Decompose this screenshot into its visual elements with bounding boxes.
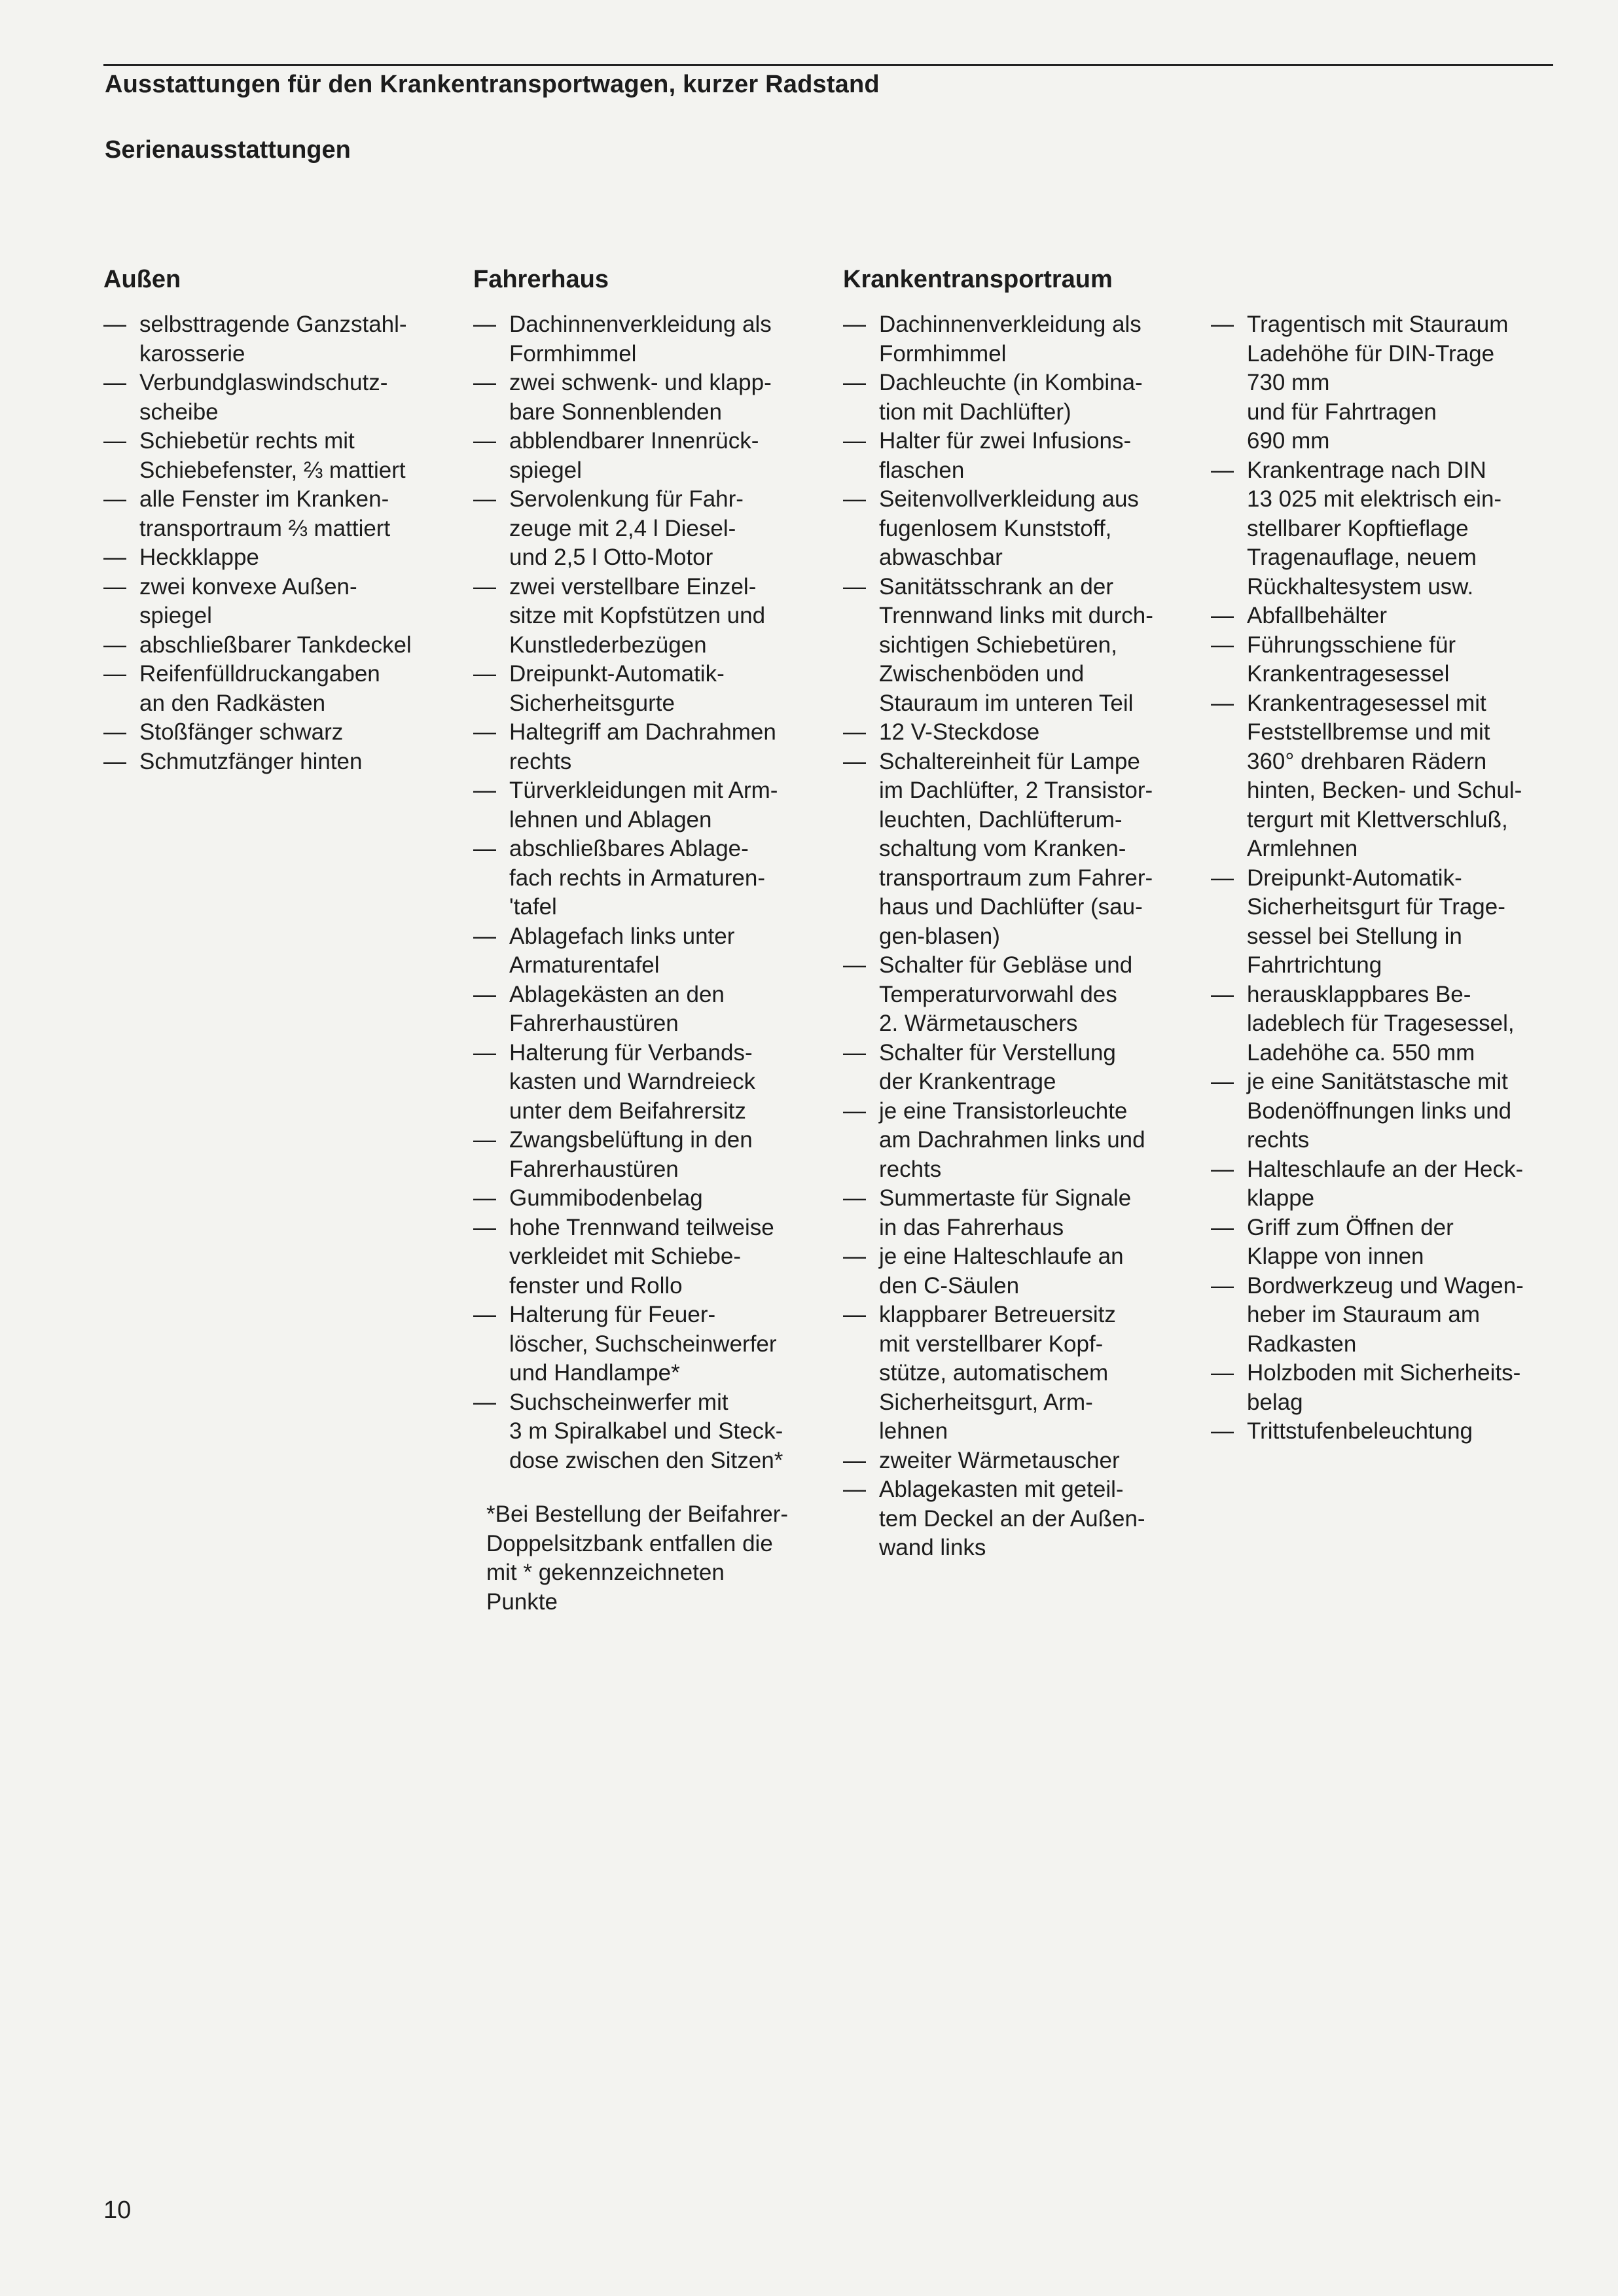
list-item: — Halterung für Verbands- kasten und Warndreieck unter dem Beifahrersitz <box>473 1039 830 1126</box>
list-item: — Schiebetür rechts mit Schiebefenster, ⅔ mattiert <box>103 427 444 485</box>
page-number: 10 <box>103 2197 132 2224</box>
list-item: — abblendbarer Innenrück- spiegel <box>473 427 830 485</box>
list-item: — Reifenfülldruckangaben an den Radkästen <box>103 660 444 718</box>
column-krankentransportraum <box>843 263 1200 1563</box>
list-item: — Türverkleidungen mit Arm- lehnen und Ablagen <box>473 776 830 834</box>
list-aussen <box>103 310 444 776</box>
column-fahrerhaus <box>473 263 830 1617</box>
page-title: Ausstattungen für den Krankentransportwagen, kurzer Radstand <box>105 71 880 98</box>
list-item: — Krankentrage nach DIN 13 025 mit elektrisch ein- stellbarer Kopftieflage Tragenauflage, neuem Rückhaltesystem usw. <box>1211 456 1577 602</box>
list-item: — Krankentragesessel mit Feststellbremse und mit 360° drehbaren Rädern hinten, Becken- und Schul- tergurt mit Klettverschluß, Armlehnen <box>1211 689 1577 864</box>
list-item: — Dreipunkt-Automatik- Sicherheitsgurt für Trage- sessel bei Stellung in Fahrtrichtung <box>1211 864 1577 980</box>
list-item: — Schalter für Verstellung der Krankentrage <box>843 1039 1200 1097</box>
list-item: — selbsttragende Ganzstahl- karosserie <box>103 310 444 368</box>
list-item: — Bordwerkzeug und Wagen- heber im Stauraum am Radkasten <box>1211 1272 1577 1359</box>
list-item: — Gummibodenbelag <box>473 1184 830 1213</box>
list-item: — Seitenvollverkleidung aus fugenlosem Kunststoff, abwaschbar <box>843 485 1200 573</box>
list-item: — Dachinnenverkleidung als Formhimmel <box>843 310 1200 368</box>
list-item: — Summertaste für Signale in das Fahrerhaus <box>843 1184 1200 1242</box>
list-item: — zwei verstellbare Einzel- sitze mit Kopfstützen und Kunstlederbezügen <box>473 573 830 660</box>
list-item: — Dreipunkt-Automatik- Sicherheitsgurte <box>473 660 830 718</box>
list-item: — Ablagekästen an den Fahrerhaustüren <box>473 980 830 1039</box>
list-item: — Halterung für Feuer- löscher, Suchscheinwerfer und Handlampe* <box>473 1300 830 1388</box>
section-subtitle: Serienausstattungen <box>105 136 351 164</box>
list-item: — Tragentisch mit Stauraum Ladehöhe für DIN-Trage 730 mm und für Fahrtragen 690 mm <box>1211 310 1577 456</box>
list-item: — zwei schwenk- und klapp- bare Sonnenblenden <box>473 368 830 427</box>
header-rule <box>103 64 1553 66</box>
list-item: — Griff zum Öffnen der Klappe von innen <box>1211 1213 1577 1272</box>
list-item: — zwei konvexe Außen- spiegel <box>103 573 444 631</box>
list-item: — Stoßfänger schwarz <box>103 718 444 747</box>
list-item: — Ablagefach links unter Armaturentafel <box>473 922 830 980</box>
list-item: — Suchscheinwerfer mit 3 m Spiralkabel und Steck- dose zwischen den Sitzen* <box>473 1388 830 1476</box>
list-item: — Schaltereinheit für Lampe im Dachlüfter, 2 Transistor- leuchten, Dachlüfterum- schaltung vom Kranken- transportraum zum Fahrer- haus und Dachlüfter (sau- gen-blasen) <box>843 747 1200 952</box>
list-item: — herausklappbares Be- ladeblech für Tragesessel, Ladehöhe ca. 550 mm <box>1211 980 1577 1068</box>
list-krankentransportraum-continued <box>1211 310 1577 1446</box>
column-aussen <box>103 263 444 776</box>
list-item: — Ablagekasten mit geteil- tem Deckel an der Außen- wand links <box>843 1475 1200 1563</box>
list-item: — je eine Sanitätstasche mit Bodenöffnungen links und rechts <box>1211 1067 1577 1155</box>
list-item: — Trittstufenbeleuchtung <box>1211 1417 1577 1446</box>
column-heading-krankentransportraum: Krankentransportraum <box>843 266 1113 293</box>
list-item: — Abfallbehälter <box>1211 601 1577 631</box>
list-item: — Haltegriff am Dachrahmen rechts <box>473 718 830 776</box>
list-item: — je eine Transistorleuchte am Dachrahmen links und rechts <box>843 1097 1200 1185</box>
column-heading-aussen: Außen <box>103 266 181 293</box>
list-item: — abschließbares Ablage- fach rechts in Armaturen- 'tafel <box>473 834 830 922</box>
list-item: — Dachleuchte (in Kombina- tion mit Dachlüfter) <box>843 368 1200 427</box>
list-item: — Sanitätsschrank an der Trennwand links mit durch- sichtigen Schiebetüren, Zwischenböden und Stauraum im unteren Teil <box>843 573 1200 719</box>
list-item: — je eine Halteschlaufe an den C-Säulen <box>843 1242 1200 1300</box>
list-item: — Servolenkung für Fahr- zeuge mit 2,4 l Diesel- und 2,5 l Otto-Motor <box>473 485 830 573</box>
column-krankentransportraum-continued <box>1211 310 1577 1446</box>
list-item: — Heckklappe <box>103 543 444 573</box>
list-item: — zweiter Wärmetauscher <box>843 1446 1200 1476</box>
column-heading-fahrerhaus: Fahrerhaus <box>473 266 609 293</box>
list-fahrerhaus <box>473 310 830 1475</box>
list-item: — Schalter für Gebläse und Temperaturvorwahl des 2. Wärmetauschers <box>843 951 1200 1039</box>
list-item: — hohe Trennwand teilweise verkleidet mit Schiebe- fenster und Rollo <box>473 1213 830 1301</box>
list-item: — Führungsschiene für Krankentragesessel <box>1211 631 1577 689</box>
list-item: — Dachinnenverkleidung als Formhimmel <box>473 310 830 368</box>
list-item: — Zwangsbelüftung in den Fahrerhaustüren <box>473 1126 830 1184</box>
footnote: *Bei Bestellung der Beifahrer- Doppelsitzbank entfallen die mit * gekennzeichneten Punkte <box>486 1501 789 1615</box>
list-item: — Holzboden mit Sicherheits- belag <box>1211 1359 1577 1417</box>
list-item: — Schmutzfänger hinten <box>103 747 444 777</box>
list-item: — 12 V-Steckdose <box>843 718 1200 747</box>
list-item: — Halter für zwei Infusions- flaschen <box>843 427 1200 485</box>
list-krankentransportraum <box>843 310 1200 1563</box>
list-item: — alle Fenster im Kranken- transportraum ⅔ mattiert <box>103 485 444 543</box>
list-item: — abschließbarer Tankdeckel <box>103 631 444 660</box>
list-item: — Verbundglaswindschutz- scheibe <box>103 368 444 427</box>
list-item: — Halteschlaufe an der Heck- klappe <box>1211 1155 1577 1213</box>
list-item: — klappbarer Betreuersitz mit verstellbarer Kopf- stütze, automatischem Sicherheitsgurt, Arm- lehnen <box>843 1300 1200 1446</box>
